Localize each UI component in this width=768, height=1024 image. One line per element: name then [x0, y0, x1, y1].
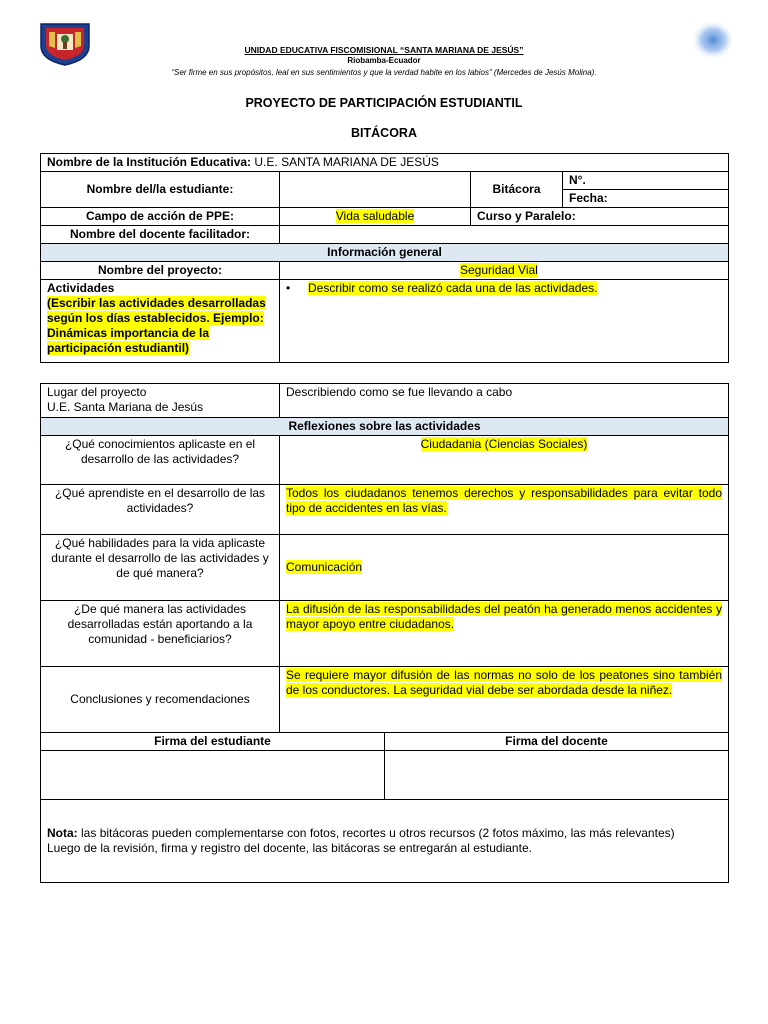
note-cell [41, 800, 729, 883]
question-skills: ¿Qué habilidades para la vida aplicaste durante el desarrollo de las actividades y de qué manera? [41, 535, 280, 601]
motto-quote: “Ser firme en sus propósitos, leal en sus sentimientos y que la verdad habite en los labios” (Mercedes de Jesús Molina). [171, 68, 597, 77]
answer-conclusions[interactable]: Se requiere mayor difusión de las normas no solo de los peatones sino también de los conductores. La seguridad vial debe ser abordada desde la niñez. [286, 668, 723, 697]
bullet-icon: • [286, 281, 291, 295]
note-label: Nota: [47, 826, 78, 840]
institution-value: U.E. SANTA MARIANA DE JESÚS [254, 155, 439, 169]
field-value[interactable]: Vida saludable [335, 209, 415, 223]
question-conclusions: Conclusiones y recomendaciones [41, 667, 280, 733]
number-field[interactable]: N°. [563, 172, 729, 190]
reflections-table [40, 383, 729, 883]
activities-hint: (Escribir las actividades desarrolladas según los días establecidos. Ejemplo: Dinámicas importancia de la participación estudiantil) [47, 296, 266, 355]
student-signature-box[interactable] [41, 751, 385, 800]
answer-skills[interactable]: Comunicación [286, 560, 363, 574]
institution-heading: UNIDAD EDUCATIVA FISCOMISIONAL “SANTA MARIANA DE JESÚS” [244, 45, 524, 55]
question-knowledge: ¿Qué conocimientos aplicaste en el desarrollo de las actividades? [41, 436, 280, 485]
general-info-header: Información general [41, 244, 729, 262]
answer-knowledge[interactable]: Ciudadania (Ciencias Sociales) [420, 437, 588, 451]
teacher-signature-label: Firma del docente [385, 733, 729, 751]
place-description[interactable]: Describiendo como se fue llevando a cabo [280, 384, 729, 418]
city-heading: Riobamba-Ecuador [347, 56, 421, 65]
place-cell [41, 384, 280, 418]
project-value[interactable]: Seguridad Vial [460, 263, 538, 277]
activities-bullet[interactable]: Describir como se realizó cada una de las actividades. [308, 281, 598, 295]
question-learned: ¿Qué aprendiste en el desarrollo de las actividades? [41, 485, 280, 535]
answer-learned[interactable]: Todos los ciudadanos tenemos derechos y responsabilidades para evitar todo tipo de accidentes en las vías. [286, 486, 723, 515]
project-label: Nombre del proyecto: [41, 262, 280, 280]
field-label: Campo de acción de PPE: [41, 208, 280, 226]
institution-label: Nombre de la Institución Educativa: [47, 155, 252, 169]
place-label: Lugar del proyecto [47, 385, 147, 399]
note-text: las bitácoras pueden complementarse con fotos, recortes u otros recursos (2 fotos máximo, las más relevantes) [81, 826, 675, 840]
student-field[interactable] [280, 172, 471, 208]
student-signature-label: Firma del estudiante [41, 733, 385, 751]
place-value: U.E. Santa Mariana de Jesús [47, 400, 204, 414]
date-field[interactable]: Fecha: [563, 190, 729, 208]
reflections-header: Reflexiones sobre las actividades [41, 418, 729, 436]
activities-content[interactable] [280, 280, 729, 363]
course-field[interactable]: Curso y Paralelo: [471, 208, 729, 226]
activities-cell [41, 280, 280, 363]
general-info-table [40, 153, 729, 363]
teacher-label: Nombre del docente facilitador: [41, 226, 280, 244]
page-title: PROYECTO DE PARTICIPACIÓN ESTUDIANTIL [245, 96, 523, 110]
activities-label: Actividades [47, 281, 115, 295]
answer-community[interactable]: La difusión de las responsabilidades del peatón ha generado menos accidentes y mayor apoyo entre ciudadanos. [286, 602, 723, 631]
institution-row [41, 154, 729, 172]
bitacora-label: Bitácora [471, 172, 563, 208]
question-community: ¿De qué manera las actividades desarrolladas están aportando a la comunidad - beneficiarios? [41, 601, 280, 667]
teacher-field[interactable] [280, 226, 729, 244]
note-line2: Luego de la revisión, firma y registro del docente, las bitácoras se entregarán al estudiante. [47, 841, 532, 855]
page-subtitle: BITÁCORA [351, 126, 417, 140]
student-label: Nombre del/la estudiante: [41, 172, 280, 208]
teacher-signature-box[interactable] [385, 751, 729, 800]
